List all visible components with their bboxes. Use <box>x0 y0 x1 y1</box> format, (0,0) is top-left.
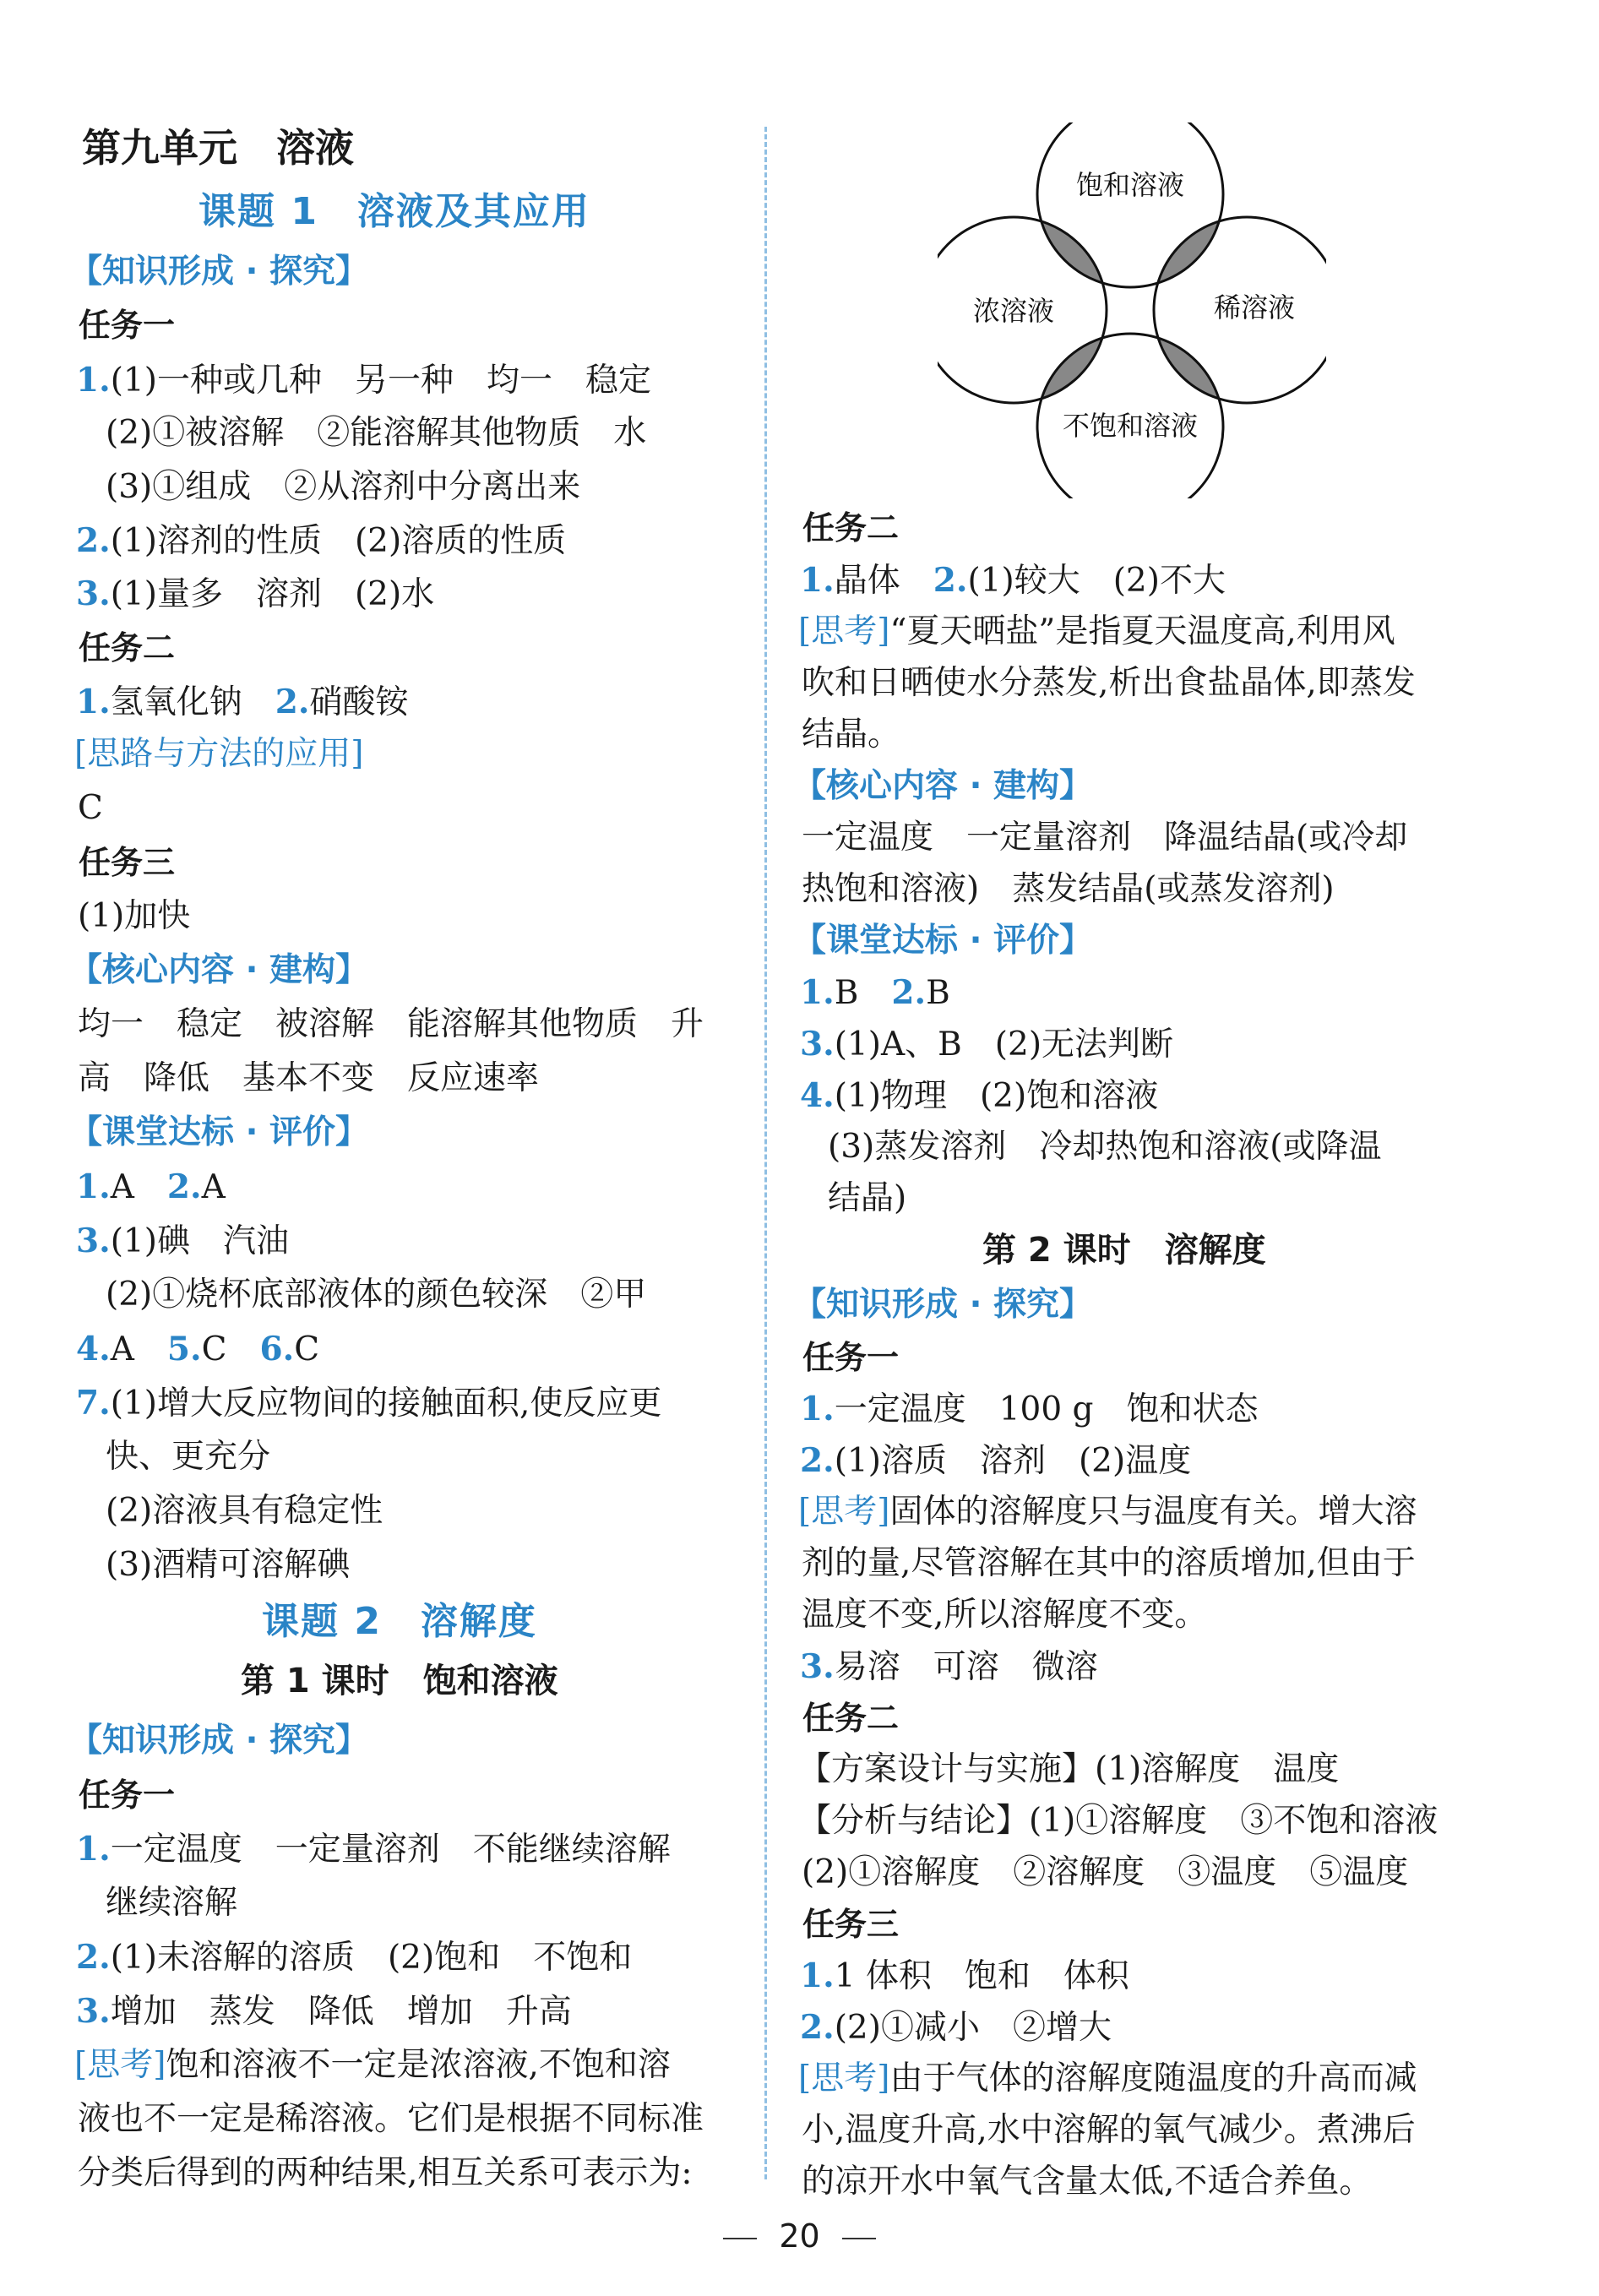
answer-line: (2)溶液具有稳定性 <box>106 1492 383 1530</box>
task-heading: 任务一 <box>79 307 176 344</box>
task-heading: 任务一 <box>79 1776 176 1814</box>
section-knowledge: 【知识形成 · 探究】 <box>793 1286 1092 1324</box>
lesson1-title: 第 1 课时 饱和溶液 <box>241 1662 558 1700</box>
section-class: 【课堂达标 · 评价】 <box>69 1113 368 1151</box>
answer-line: [思考]“夏天晒盐”是指夏天温度高,利用风 <box>798 612 1395 650</box>
answer-line: (2)①溶解度 ②溶解度 ③温度 ⑤温度 <box>802 1853 1409 1891</box>
answer-line: 吹和日晒使水分蒸发,析出食盐晶体,即蒸发 <box>802 664 1416 702</box>
answer-line: 1.1 体积 饱和 体积 <box>800 1956 1129 1995</box>
task-heading: 任务二 <box>79 629 176 666</box>
answer-line: (1)加快 <box>78 897 191 935</box>
answer-line: 快、更充分 <box>106 1438 271 1476</box>
page-number: 20 <box>0 2217 1599 2255</box>
answer-line: [思考]饱和溶液不一定是浓溶液,不饱和溶 <box>74 2046 671 2084</box>
answer-line: (2)①被溶解 ②能溶解其他物质 水 <box>106 414 647 452</box>
column-divider <box>764 127 767 2179</box>
answer-line: 1.晶体 2.(1)较大 (2)不大 <box>800 561 1226 600</box>
answer-line: 2.(1)未溶解的溶质 (2)饱和 不饱和 <box>76 1938 633 1977</box>
answer-line: 1.A 2.A <box>76 1167 226 1206</box>
section-method: [思路与方法的应用] <box>74 735 364 773</box>
answer-line: 小,温度升高,水中溶解的氧气减少。煮沸后 <box>802 2111 1416 2149</box>
answer-line: C <box>78 789 103 827</box>
answer-line: 结晶) <box>828 1179 907 1217</box>
lesson2-title: 第 2 课时 溶解度 <box>982 1231 1266 1270</box>
answer-line: 高 降低 基本不变 反应速率 <box>78 1059 540 1097</box>
answer-line: [思考]固体的溶解度只与温度有关。增大溶 <box>798 1493 1417 1531</box>
label-concentrated: 浓溶液 <box>972 295 1055 327</box>
answer-line: 继续溶解 <box>106 1884 238 1922</box>
label-dilute: 稀溶液 <box>1213 291 1296 324</box>
answer-line: 1.氢氧化钠 2.硝酸铵 <box>76 683 409 721</box>
task-heading: 任务三 <box>79 844 176 881</box>
answer-line: [思考]由于气体的溶解度随温度的升高而减 <box>798 2059 1417 2097</box>
answer-line: 【方案设计与实施】(1)溶解度 温度 <box>798 1750 1340 1788</box>
answer-line: 3.(1)量多 溶剂 (2)水 <box>76 574 435 613</box>
answer-line: 1.(1)一种或几种 另一种 均一 稳定 <box>76 361 651 400</box>
answer-line: 2.(2)①减小 ②增大 <box>800 2008 1112 2047</box>
label-unsaturated: 不饱和溶液 <box>1062 410 1199 442</box>
label-saturated: 饱和溶液 <box>1075 169 1185 201</box>
circle-saturated <box>1037 122 1223 287</box>
answer-line: 2.(1)溶剂的性质 (2)溶质的性质 <box>76 521 567 560</box>
answer-line: 热饱和溶液) 蒸发结晶(或蒸发溶剂) <box>802 870 1335 908</box>
task-heading: 任务一 <box>802 1339 900 1376</box>
answer-line: 4.(1)物理 (2)饱和溶液 <box>800 1076 1159 1115</box>
answer-line: 1.一定温度 一定量溶剂 不能继续溶解 <box>76 1830 671 1869</box>
answer-line: 的凉开水中氧气含量太低,不适合养鱼。 <box>802 2163 1373 2201</box>
task-heading: 任务二 <box>802 1700 900 1737</box>
answer-line: 3.(1)碘 汽油 <box>76 1221 289 1260</box>
unit-title: 第九单元 溶液 <box>82 125 354 171</box>
answer-line: 4.A 5.C 6.C <box>76 1330 320 1368</box>
answer-line: 3.易溶 可溶 微溶 <box>800 1647 1098 1686</box>
answer-line: 温度不变,所以溶解度不变。 <box>802 1596 1208 1634</box>
answer-line: 液也不一定是稀溶液。它们是根据不同标准 <box>78 2100 704 2138</box>
answer-line: 3.(1)A、B (2)无法判断 <box>800 1025 1174 1064</box>
answer-line: 2.(1)溶质 溶剂 (2)温度 <box>800 1441 1192 1480</box>
topic2-title: 课题 2 溶解度 <box>262 1600 537 1643</box>
answer-line: 【分析与结论】(1)①溶解度 ③不饱和溶液 <box>798 1802 1439 1840</box>
answer-line: 均一 稳定 被溶解 能溶解其他物质 升 <box>78 1005 704 1043</box>
answer-line: 7.(1)增大反应物间的接触面积,使反应更 <box>76 1384 662 1423</box>
answer-line: 一定温度 一定量溶剂 降温结晶(或冷却 <box>802 819 1408 857</box>
answer-line: 1.B 2.B <box>800 973 950 1012</box>
answer-line: (3)①组成 ②从溶剂中分离出来 <box>106 468 581 506</box>
section-core: 【核心内容 · 建构】 <box>793 767 1092 805</box>
answer-line: 结晶。 <box>802 715 901 754</box>
section-class: 【课堂达标 · 评价】 <box>793 922 1092 960</box>
answer-line: (3)蒸发溶剂 冷却热饱和溶液(或降温 <box>828 1128 1382 1166</box>
solution-relation-diagram <box>938 122 1326 498</box>
topic1-title: 课题 1 溶液及其应用 <box>199 190 590 233</box>
answer-line: 3.增加 蒸发 降低 增加 升高 <box>76 1992 572 2031</box>
answer-line: (2)①烧杯底部液体的颜色较深 ②甲 <box>106 1276 647 1314</box>
task-heading: 任务三 <box>802 1906 900 1943</box>
answer-line: (3)酒精可溶解碘 <box>106 1546 351 1584</box>
answer-line: 1.一定温度 100 g 饱和状态 <box>800 1390 1259 1428</box>
answer-line: 剂的量,尽管溶解在其中的溶质增加,但由于 <box>802 1544 1416 1582</box>
answer-line: 分类后得到的两种结果,相互关系可表示为: <box>78 2154 693 2192</box>
section-knowledge: 【知识形成 · 探究】 <box>69 253 368 291</box>
section-core: 【核心内容 · 建构】 <box>69 951 368 989</box>
section-knowledge: 【知识形成 · 探究】 <box>69 1722 368 1760</box>
task-heading: 任务二 <box>802 509 900 547</box>
